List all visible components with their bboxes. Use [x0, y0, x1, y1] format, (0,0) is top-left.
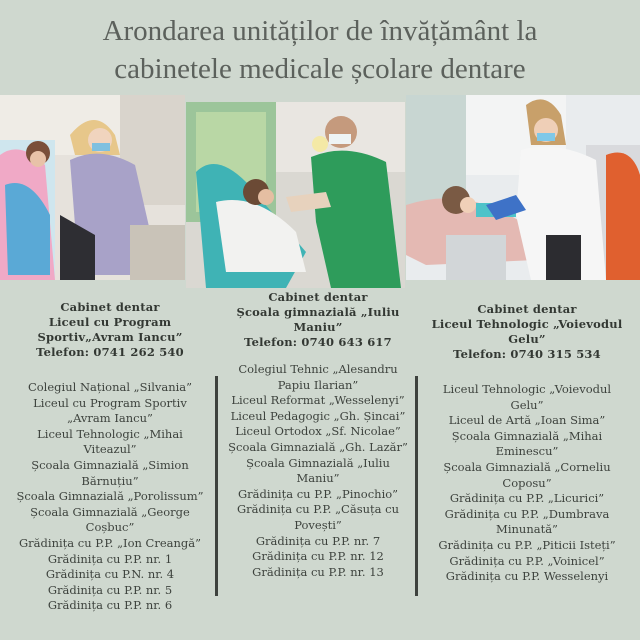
photo-dental-cabinet-2 [186, 102, 405, 288]
title-line-1: Arondarea unităților de învățământ la [102, 15, 538, 47]
list-item: Viteazul” [83, 442, 137, 457]
list-item: Grădinița cu P.P. nr. 12 [252, 549, 384, 564]
list-item: Gelu” [510, 397, 544, 412]
list-item: Grădinița cu P.P. „Licurici” [449, 491, 605, 506]
list-item: Școala Gimnazială „Mihai [451, 428, 603, 443]
list-item: Grădinița cu P.P. „Pinochio” [237, 486, 399, 501]
list-item: Grădinița cu P.P. „Ion Creangă” [18, 535, 202, 550]
list-item: Liceul Reformat „Wesselenyi” [231, 393, 405, 408]
list-item: Școala Gimnazială „Iuliu [246, 455, 390, 470]
list-item: Minunată” [496, 522, 558, 537]
cabinet-column-1 [6, 300, 214, 614]
list-item: Școala Gimnazială „George [30, 504, 190, 519]
school-list-1 [6, 380, 214, 614]
list-item: Liceul cu Program Sportiv [33, 395, 187, 410]
photo-dental-cabinet-3 [406, 95, 640, 280]
list-item: Grădinița cu P.P. „Voinicel” [449, 553, 605, 568]
cabinet-column-2 [220, 290, 416, 580]
cabinet-heading-1: Cabinet dentar Liceul cu Program Sportiv„Avram Iancu” Telefon: 0741 262 540 [6, 300, 214, 360]
list-item: Colegiul Național „Silvania” [27, 380, 193, 394]
column-divider [215, 376, 218, 596]
list-item: Grădinița cu P.P. nr. 7 [255, 533, 381, 548]
list-item: Grădinița cu P.P. nr. 1 [47, 551, 173, 566]
photo-dental-cabinet-1 [0, 95, 185, 280]
cabinet-column-3 [420, 302, 634, 585]
list-item: Grădinița cu P.P. nr. 6 [47, 598, 173, 613]
cabinet-phone: Telefon: 0740 643 617 [244, 335, 392, 349]
list-item: Grădinița cu P.P. „Piticii Isteți” [438, 537, 616, 552]
list-item: Liceul de Artă „Ioan Sima” [448, 413, 606, 428]
column-divider [415, 376, 418, 596]
list-item: Bărnuțiu” [81, 473, 139, 488]
list-item: Liceul Pedagogic „Gh. Șincai” [230, 408, 406, 423]
list-item: Liceul Ortodox „Sf. Nicolae” [235, 424, 401, 439]
list-item: Școala Gimnazială „Gh. Lazăr” [228, 439, 408, 454]
list-item: Școala Gimnazială „Simion [31, 457, 189, 472]
list-item: Grădinița cu P.P. Wesselenyi [445, 569, 609, 584]
list-item: Papiu Ilarian” [277, 377, 359, 392]
list-item: Grădinița cu P.P. nr. 13 [252, 564, 384, 579]
list-item: Școala Gimnazială „Corneliu [443, 459, 611, 474]
list-item: Grădinița cu P.P. „Dumbrava [444, 506, 610, 521]
list-item: Școala Gimnazială „Porolissum” [16, 489, 204, 504]
list-item: Maniu” [296, 471, 340, 486]
title-line-2: cabinetele medicale școlare dentare [114, 53, 526, 85]
cabinet-phone: Telefon: 0741 262 540 [36, 345, 184, 359]
cabinet-phone: Telefon: 0740 315 534 [453, 347, 601, 361]
list-item: Grădinița cu P.P. nr. 5 [47, 582, 173, 597]
list-item: Colegiul Tehnic „Alesandru [238, 362, 398, 376]
cabinet-heading-2: Cabinet dentar Școala gimnazială „Iuliu Maniu” Telefon: 0740 643 617 [220, 290, 416, 350]
page-title [0, 12, 640, 88]
list-item: Coșbuc” [85, 520, 135, 535]
list-item: Eminescu” [495, 444, 559, 459]
cabinet-heading-3: Cabinet dentar Liceul Tehnologic „Voievodul Gelu” Telefon: 0740 315 534 [420, 302, 634, 362]
list-item: Povești” [294, 517, 342, 532]
list-item: Grădinița cu P.P. „Căsuța cu [237, 502, 399, 517]
list-item: Liceul Tehnologic „Voievodul [442, 382, 612, 396]
school-list-3 [420, 382, 634, 585]
list-item: Liceul Tehnologic „Mihai [37, 426, 183, 441]
school-list-2 [220, 362, 416, 580]
list-item: Grădinița cu P.N. nr. 4 [45, 567, 175, 582]
list-item: Coposu” [502, 475, 552, 490]
list-item: „Avram Iancu” [67, 411, 153, 426]
